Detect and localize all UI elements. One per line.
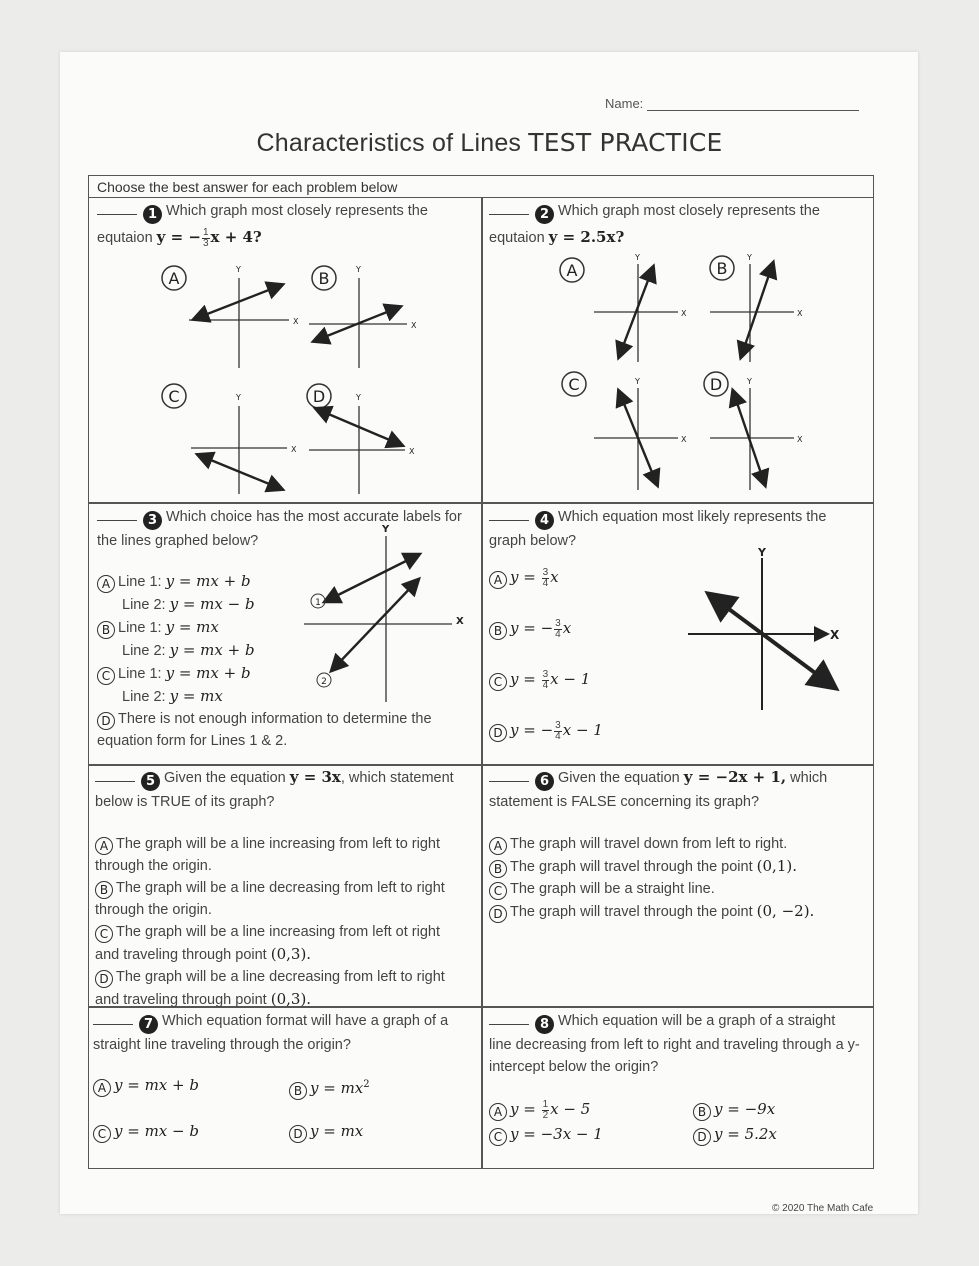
q5-a: The graph will be a line increasing from left to right <box>116 836 440 852</box>
q4-option-d[interactable] <box>489 719 869 742</box>
instructions: Choose the best answer for each problem below <box>89 176 873 198</box>
q6-d: The graph will travel through the point <box>510 904 753 920</box>
q3-b1: Line 1: <box>118 620 162 636</box>
q6-option-c[interactable] <box>489 878 873 900</box>
q4-d-den: 4 <box>555 730 561 742</box>
q7-text: Which equation format will have a graph of a <box>162 1013 449 1029</box>
q8-a-num: 1 <box>542 1098 549 1110</box>
answer-blank-8[interactable] <box>489 1013 529 1025</box>
svg-text:X: X <box>681 309 687 318</box>
title-sub: TEST PRACTICE <box>528 128 723 157</box>
q8-option-d-circle[interactable]: D <box>693 1128 711 1146</box>
q4-b-lhs: y = − <box>510 619 554 637</box>
question-8 <box>489 1010 873 1146</box>
q5-d: The graph will be a line decreasing from left to right <box>116 969 445 985</box>
answer-blank-5[interactable] <box>95 770 135 782</box>
q4-option-b-circle[interactable]: B <box>489 622 507 640</box>
q4-a-lhs: y = <box>510 568 541 586</box>
q1-graphs <box>149 258 439 498</box>
q5-option-d-circle[interactable]: D <box>95 970 113 988</box>
q4-graph <box>684 544 854 714</box>
q5-b: The graph will be a line decreasing from left to right <box>116 880 445 896</box>
q5-option-c[interactable] <box>95 921 479 943</box>
q1-text: Which graph most closely represents the <box>166 203 428 219</box>
q1-frac-num: 1 <box>202 226 209 238</box>
q3-option-a-circle[interactable]: A <box>97 575 115 593</box>
q6-option-b-circle[interactable]: B <box>489 860 507 878</box>
q3-d-text: There is not enough information to determine the <box>118 711 432 727</box>
q3-b1-eq: y = mx <box>165 618 219 636</box>
q5-option-b-circle[interactable]: B <box>95 881 113 899</box>
q7-text2: straight line traveling through the origin? <box>93 1037 351 1053</box>
q6-text2: statement is FALSE concerning its graph? <box>489 794 760 810</box>
q4-a-den: 4 <box>542 577 549 589</box>
name-field[interactable] <box>605 96 859 111</box>
q4-option-d-circle[interactable]: D <box>489 724 507 742</box>
svg-text:X: X <box>411 321 417 330</box>
svg-text:X: X <box>293 317 299 326</box>
q8-option-c[interactable] <box>489 1123 693 1146</box>
q5-text-after: , which statement <box>340 770 454 786</box>
q4-b-num: 3 <box>555 617 561 629</box>
q3-graph <box>304 524 474 704</box>
q7-option-c[interactable] <box>93 1120 289 1143</box>
copyright-footer: © 2020 The Math Cafe <box>772 1203 874 1214</box>
q7-option-a-circle[interactable]: A <box>93 1079 111 1097</box>
grid-divider-row1 <box>89 502 873 504</box>
q8-option-a-circle[interactable]: A <box>489 1103 507 1121</box>
q6-c: The graph will be a straight line. <box>510 881 715 897</box>
q3-line-1 <box>328 556 416 600</box>
q4-a-frac <box>542 568 550 589</box>
q4-a-num: 3 <box>542 566 549 578</box>
q5-a2: through the origin. <box>95 858 212 874</box>
q4-d-lhs: y = − <box>510 721 554 739</box>
q7-option-b-circle[interactable]: B <box>289 1082 307 1100</box>
q5-c2: and traveling through point <box>95 947 267 963</box>
q1-prefix: equtaion <box>97 230 153 246</box>
q5-c2-point: (0,3). <box>270 945 312 963</box>
question-number-8: 8 <box>535 1015 554 1034</box>
question-5 <box>95 766 479 1011</box>
svg-text:Y: Y <box>236 265 241 274</box>
question-number-1: 1 <box>143 205 162 224</box>
q3-b2-eq: y = mx + b <box>169 641 255 659</box>
svg-text:Y: Y <box>356 393 361 402</box>
q5-text: Given the equation <box>164 770 286 786</box>
q3-a2: Line 2: <box>122 597 166 613</box>
q3-option-d[interactable] <box>97 708 481 730</box>
q6-option-d[interactable] <box>489 900 873 923</box>
q4-option-c-circle[interactable]: C <box>489 673 507 691</box>
q1-eq-lhs: y = − <box>156 228 201 246</box>
svg-text:Y: Y <box>747 254 752 262</box>
svg-text:Y: Y <box>635 377 640 386</box>
q2-text: Which graph most closely represents the <box>558 203 820 219</box>
q4-option-a-circle[interactable]: A <box>489 571 507 589</box>
q1-c-line <box>201 456 279 488</box>
q3-a1: Line 1: <box>118 574 162 590</box>
q3-a2-eq: y = mx − b <box>169 595 255 613</box>
q5-b2: through the origin. <box>95 902 212 918</box>
svg-text:X: X <box>797 309 803 318</box>
q4-c-num: 3 <box>542 668 549 680</box>
q1-eq-rhs: x + 4? <box>210 228 262 246</box>
question-number-2: 2 <box>535 205 554 224</box>
q5-d2-point: (0,3). <box>270 990 312 1008</box>
q4-b-frac <box>554 619 562 640</box>
q6-b: The graph will travel through the point <box>510 859 753 875</box>
q8-a-frac <box>542 1100 550 1121</box>
question-number-6: 6 <box>535 772 554 791</box>
question-1 <box>97 200 477 249</box>
q1-a-line <box>197 286 279 318</box>
answer-blank-6[interactable] <box>489 770 529 782</box>
q4-d-rhs: x − 1 <box>562 721 603 739</box>
svg-text:X: X <box>681 435 687 444</box>
q4-b-rhs: x <box>562 619 572 637</box>
q8-text: Which equation will be a graph of a straight <box>558 1013 836 1029</box>
q3-text2: the lines graphed below? <box>97 533 259 549</box>
q7-option-d[interactable] <box>289 1120 363 1143</box>
q3-c2: Line 2: <box>122 689 166 705</box>
q3-line-2 <box>334 582 416 668</box>
q3-c1: Line 1: <box>118 666 162 682</box>
q7-option-c-circle[interactable]: C <box>93 1125 111 1143</box>
svg-text:X: X <box>830 628 840 642</box>
q3-d-text2: equation form for Lines 1 & 2. <box>97 733 288 749</box>
q4-d-frac <box>554 721 562 742</box>
answer-blank-2[interactable] <box>489 203 529 215</box>
page-title <box>0 128 979 158</box>
q8-option-c-circle[interactable]: C <box>489 1128 507 1146</box>
svg-text:X: X <box>291 445 297 454</box>
question-number-5: 5 <box>141 772 160 791</box>
question-number-7: 7 <box>139 1015 158 1034</box>
svg-text:Y: Y <box>635 254 640 262</box>
q6-d-point: (0, −2). <box>756 902 815 920</box>
answer-blank-1[interactable] <box>97 203 137 215</box>
q1-frac-den: 3 <box>202 237 209 249</box>
answer-blank-7[interactable] <box>93 1013 133 1025</box>
q2-b-line <box>742 266 772 354</box>
q5-option-a-circle[interactable]: A <box>95 837 113 855</box>
q6-option-d-circle[interactable]: D <box>489 905 507 923</box>
q6-option-a[interactable] <box>489 833 873 855</box>
q2-option-d-label: D <box>709 375 723 394</box>
q4-c-frac <box>542 670 550 691</box>
q7-c: y = mx − b <box>114 1121 199 1140</box>
q1-fraction <box>202 228 210 249</box>
q2-prefix: equtaion <box>489 230 545 246</box>
q4-line <box>714 598 830 684</box>
q4-c-rhs: x − 1 <box>550 670 591 688</box>
question-number-4: 4 <box>535 511 554 530</box>
q5-text2: below is TRUE of its graph? <box>95 794 275 810</box>
q5-d2: and traveling through point <box>95 992 267 1008</box>
q4-d-num: 3 <box>555 719 561 731</box>
answer-blank-4[interactable] <box>489 509 529 521</box>
question-7 <box>93 1010 479 1143</box>
q8-option-b[interactable] <box>693 1098 775 1121</box>
q7-b: y = mx <box>310 1078 364 1097</box>
q4-text2: graph below? <box>489 533 577 549</box>
q5-c: The graph will be a line increasing from left ot right <box>116 924 440 940</box>
q1-option-a-label: A <box>168 269 180 288</box>
q6-text-after: which <box>790 770 828 786</box>
q7-option-b[interactable] <box>289 1074 370 1100</box>
q6-b-point: (0,1). <box>756 857 797 875</box>
q1-option-c-label: C <box>168 387 180 406</box>
q5-option-a[interactable] <box>95 833 479 855</box>
svg-text:Y: Y <box>236 393 241 402</box>
q8-text2: line decreasing from left to right and traveling through a y- <box>489 1037 860 1053</box>
question-6 <box>489 766 873 923</box>
q4-b-den: 4 <box>555 628 561 640</box>
q4-c-lhs: y = <box>510 670 541 688</box>
q5-option-d[interactable] <box>95 966 479 988</box>
answer-blank-3[interactable] <box>97 509 137 521</box>
q8-option-d[interactable] <box>693 1123 777 1146</box>
q3-line-1-label: 1 <box>315 598 321 608</box>
q6-text: Given the equation <box>558 770 680 786</box>
q8-a-lhs: y = <box>510 1100 541 1118</box>
q1-option-b-label: B <box>318 269 330 288</box>
svg-text:X: X <box>456 616 464 627</box>
q6-a: The graph will travel down from left to right. <box>510 836 788 852</box>
q3-line-2-label: 2 <box>321 677 327 687</box>
q5-option-c-circle[interactable]: C <box>95 925 113 943</box>
q7-d: y = mx <box>310 1121 364 1140</box>
q3-a1-eq: y = mx + b <box>165 572 251 590</box>
q3-c1-eq: y = mx + b <box>165 664 251 682</box>
q6-option-c-circle[interactable]: C <box>489 882 507 900</box>
q2-suffix: ? <box>615 228 625 246</box>
q2-option-b-label: B <box>716 259 728 278</box>
q7-a: y = mx + b <box>114 1076 199 1094</box>
name-blank[interactable] <box>647 99 859 111</box>
grid-divider-vertical <box>481 198 483 1168</box>
question-number-3: 3 <box>143 511 162 530</box>
q2-graphs <box>554 254 824 494</box>
q8-a-rhs: x − 5 <box>550 1100 591 1118</box>
q3-b2: Line 2: <box>122 643 166 659</box>
q7-option-d-circle[interactable]: D <box>289 1125 307 1143</box>
svg-text:Y: Y <box>747 377 752 386</box>
name-label: Name: <box>605 96 644 111</box>
q2-option-c-label: C <box>568 375 580 394</box>
q3-option-d-circle[interactable]: D <box>97 712 115 730</box>
q5-equation: y = 3x <box>289 768 341 786</box>
q7-b-sup: 2 <box>363 1079 370 1090</box>
q4-a-rhs: x <box>550 568 559 586</box>
q3-c2-eq: y = mx <box>169 687 223 705</box>
q6-equation: y = −2x + 1, <box>683 768 787 786</box>
svg-text:Y: Y <box>356 265 361 274</box>
q3-option-b-circle[interactable]: B <box>97 621 115 639</box>
svg-text:Y: Y <box>382 524 390 535</box>
q3-option-c-circle[interactable]: C <box>97 667 115 685</box>
q3-text: Which choice has the most accurate labels for <box>166 509 462 525</box>
svg-text:X: X <box>409 447 415 456</box>
q4-text: Which equation most likely represents the <box>558 509 827 525</box>
q8-option-a[interactable] <box>489 1098 693 1121</box>
q8-a-den: 2 <box>542 1109 549 1121</box>
q6-option-a-circle[interactable]: A <box>489 837 507 855</box>
q2-option-a-label: A <box>566 261 578 280</box>
question-grid <box>88 175 874 1169</box>
question-2 <box>489 200 869 249</box>
svg-text:X: X <box>797 435 803 444</box>
title-main: Characteristics of Lines <box>256 129 522 157</box>
svg-text:Y: Y <box>758 546 766 559</box>
q7-option-a[interactable] <box>93 1074 289 1100</box>
q8-c: y = −3x − 1 <box>510 1125 603 1143</box>
q1-option-d-label: D <box>312 387 326 406</box>
q8-d: y = 5.2x <box>714 1125 777 1143</box>
q5-option-b[interactable] <box>95 877 479 899</box>
q2-equation: y = 2.5x <box>548 228 616 246</box>
q8-b: y = −9x <box>714 1100 776 1118</box>
q4-c-den: 4 <box>542 679 549 691</box>
q6-option-b[interactable] <box>489 855 873 878</box>
q8-text3: intercept below the origin? <box>489 1059 659 1075</box>
q8-option-b-circle[interactable]: B <box>693 1103 711 1121</box>
